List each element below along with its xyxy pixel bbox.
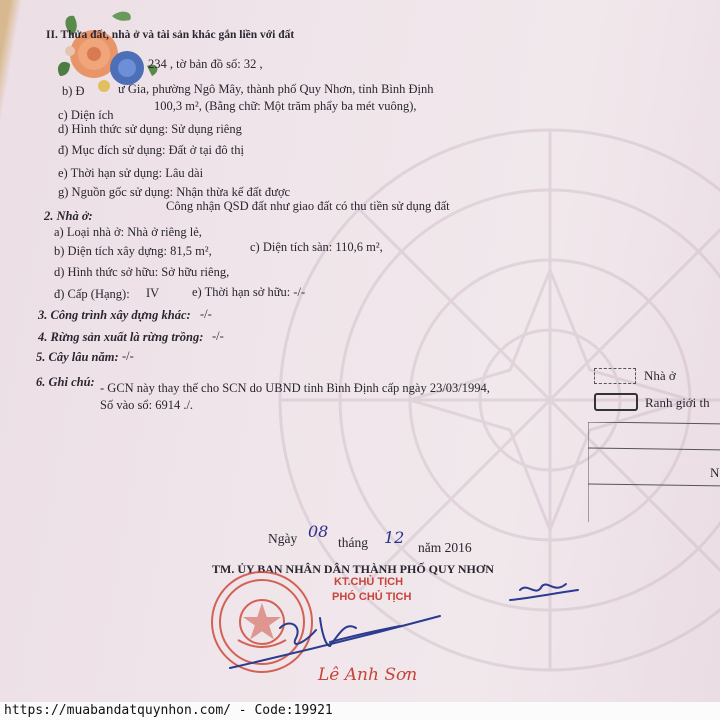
signer-name: Lê Anh Sơn — [318, 665, 418, 685]
note-line1: - GCN này thay thế cho SCN do UBND tỉnh Bình Định cấp ngày 23/03/1994, — [100, 381, 490, 395]
table-column-letter: N — [710, 465, 720, 480]
date-month: 12 — [384, 528, 405, 547]
section5-value: -/- — [122, 349, 134, 363]
usage-purpose: đ) Mục đích sử dụng: Đất ở tại đô thị — [58, 143, 244, 157]
schedule-table — [588, 422, 720, 522]
signature-icon — [210, 576, 590, 676]
date-day: 08 — [308, 522, 329, 541]
house-type: a) Loại nhà ở: Nhà ở riêng lẻ, — [54, 225, 202, 239]
usage-form: d) Hình thức sử dụng: Sử dụng riêng — [58, 122, 242, 136]
floor-area: c) Diện tích sàn: 110,6 m², — [250, 240, 383, 254]
note-line2: Số vào sổ: 6914 ./. — [100, 398, 194, 412]
section5-label: 5. Cây lâu năm: — [36, 350, 119, 364]
section1-header: II. Thửa đất, nhà ở và tài sản khác gắn liền với đất — [46, 29, 295, 41]
section4-value: -/- — [212, 329, 224, 343]
section3-value: -/- — [200, 307, 212, 321]
section3-label: 3. Công trình xây dựng khác: — [38, 308, 191, 322]
usage-term: e) Thời hạn sử dụng: Lâu dài — [58, 166, 204, 180]
land-area: 100,3 m², (Bằng chữ: Một trăm phẩy ba mét vuông), — [154, 99, 417, 113]
watermark-footer-url: https://muabandatquynhon.com/ - Code:19921 — [0, 702, 720, 720]
area-prefix: c) Diện ích — [58, 108, 114, 122]
stamp-subtitle: PHÓ CHỦ TỊCH — [332, 591, 412, 603]
stamp-title: KT.CHỦ TỊCH — [334, 576, 404, 588]
date-month-label: tháng — [338, 535, 368, 550]
section6-label: 6. Ghi chú: — [36, 375, 95, 389]
issuing-authority: TM. ỦY BAN NHÂN DÂN THÀNH PHỐ QUY NHƠN — [212, 562, 494, 576]
legend-boundary-label: Ranh giới th — [645, 395, 710, 410]
section2-header: 2. Nhà ở: — [44, 209, 93, 223]
house-grade-value: IV — [146, 286, 160, 300]
ownership-form: d) Hình thức sở hữu: Sở hữu riêng, — [54, 265, 230, 279]
parcel-number: 234 , tờ bản đồ số: 32 , — [148, 57, 263, 71]
house-legend-icon — [594, 368, 636, 384]
date-day-label: Ngày — [268, 531, 298, 546]
address: ư Gia, phường Ngô Mây, thành phố Quy Nhơn, tỉnh Bình Định — [118, 82, 434, 96]
usage-origin-cont: Công nhận QSD đất như giao đất có thu tiền sử dụng đất — [166, 199, 450, 213]
ownership-term: e) Thời hạn sở hữu: -/- — [192, 285, 306, 299]
section4-label: 4. Rừng sản xuất là rừng trồng: — [38, 330, 204, 344]
boundary-legend-icon — [594, 393, 638, 411]
construction-area: b) Diện tích xây dựng: 81,5 m², — [54, 244, 212, 258]
date-year: năm 2016 — [418, 540, 472, 555]
address-prefix: b) Đ — [62, 84, 85, 98]
house-grade-label: đ) Cấp (Hạng): — [54, 287, 130, 301]
usage-origin: g) Nguồn gốc sử dụng: Nhận thừa kế đất được — [58, 185, 291, 199]
legend-house-label: Nhà ở — [644, 368, 676, 383]
